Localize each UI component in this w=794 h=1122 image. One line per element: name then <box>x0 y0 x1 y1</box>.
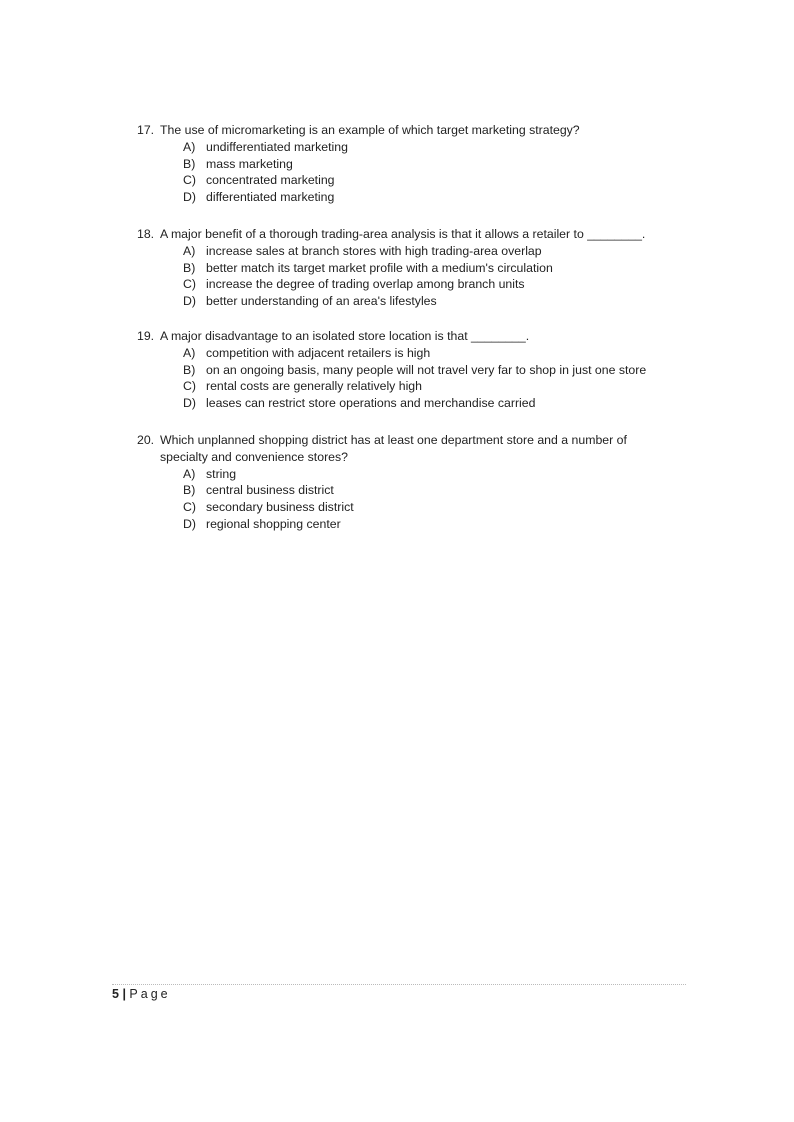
option-letter: A) <box>183 466 196 481</box>
answer-option <box>137 395 697 412</box>
option-text: concentrated marketing <box>206 173 335 188</box>
answer-option <box>137 156 697 173</box>
answer-option <box>137 482 697 499</box>
option-letter: C) <box>183 500 196 515</box>
question-text-line <box>137 449 697 466</box>
option-text: mass marketing <box>206 156 293 171</box>
question-18 <box>137 226 697 310</box>
page-label: Page <box>129 987 171 1001</box>
footer-rule <box>112 984 686 985</box>
answer-option <box>137 189 697 206</box>
answer-option <box>137 260 697 277</box>
option-letter: A) <box>183 139 196 154</box>
question-text: A major benefit of a thorough trading-area analysis is that it allows a retailer to ________. <box>160 227 646 241</box>
answer-option <box>137 345 697 362</box>
question-text: Which unplanned shopping district has at least one department store and a number of <box>160 433 627 447</box>
footer-separator: | <box>122 987 126 1001</box>
question-number: 20. <box>137 433 155 447</box>
question-text: A major disadvantage to an isolated store location is that ________. <box>160 329 530 343</box>
option-text: string <box>206 466 237 481</box>
question-20 <box>137 432 697 533</box>
option-text: better understanding of an area's lifestyles <box>206 294 437 309</box>
option-letter: D) <box>183 516 196 531</box>
question-text: specialty and convenience stores? <box>160 449 348 464</box>
question-number: 18. <box>137 227 155 241</box>
option-text: secondary business district <box>206 500 354 515</box>
question-text: The use of micromarketing is an example of which target marketing strategy? <box>160 123 580 137</box>
question-text-line <box>137 328 697 345</box>
option-text: competition with adjacent retailers is high <box>206 345 431 360</box>
question-text-line <box>137 122 697 139</box>
page-footer <box>112 987 171 1001</box>
option-text: differentiated marketing <box>206 190 335 205</box>
option-letter: D) <box>183 294 196 309</box>
question-number: 19. <box>137 329 155 343</box>
option-letter: B) <box>183 362 196 377</box>
answer-option <box>137 276 697 293</box>
option-letter: D) <box>183 190 196 205</box>
option-text: leases can restrict store operations and merchandise carried <box>206 396 536 411</box>
option-text: regional shopping center <box>206 516 341 531</box>
question-text-line <box>137 432 697 449</box>
option-letter: A) <box>183 243 196 258</box>
option-letter: A) <box>183 345 196 360</box>
option-letter: B) <box>183 483 196 498</box>
question-19 <box>137 328 697 412</box>
option-letter: B) <box>183 260 196 275</box>
option-text: on an ongoing basis, many people will not travel very far to shop in just one store <box>206 362 647 377</box>
page-number: 5 <box>112 987 119 1001</box>
answer-option <box>137 362 697 379</box>
answer-option <box>137 466 697 483</box>
answer-option <box>137 139 697 156</box>
answer-option <box>137 499 697 516</box>
option-letter: C) <box>183 277 196 292</box>
option-text: increase the degree of trading overlap among branch units <box>206 277 525 292</box>
option-letter: C) <box>183 173 196 188</box>
answer-option <box>137 172 697 189</box>
option-text: central business district <box>206 483 334 498</box>
option-letter: C) <box>183 379 196 394</box>
option-text: better match its target market profile with a medium's circulation <box>206 260 553 275</box>
answer-option <box>137 378 697 395</box>
option-text: rental costs are generally relatively high <box>206 379 422 394</box>
option-text: undifferentiated marketing <box>206 139 348 154</box>
question-text-line <box>137 226 697 243</box>
option-text: increase sales at branch stores with high trading-area overlap <box>206 243 542 258</box>
option-letter: D) <box>183 396 196 411</box>
option-letter: B) <box>183 156 196 171</box>
answer-option <box>137 293 697 310</box>
question-number: 17. <box>137 123 155 137</box>
answer-option <box>137 516 697 533</box>
answer-option <box>137 243 697 260</box>
question-17 <box>137 122 697 206</box>
